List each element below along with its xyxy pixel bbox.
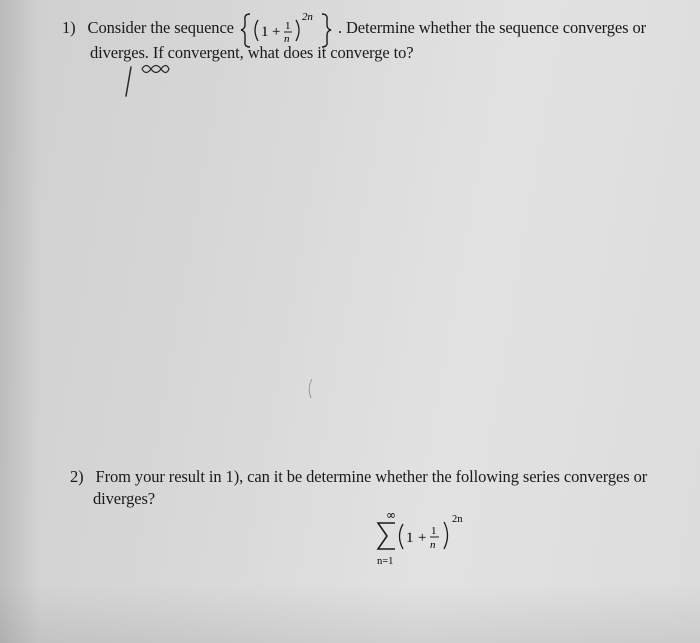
series-base-one: 1 [406,530,414,546]
series-lower-limit: n=1 [377,556,394,567]
series-fraction-denominator: n [430,539,436,551]
sequence-left-paren [255,20,258,41]
sigma-symbol [378,523,395,549]
series-exponent: 2n [452,514,463,525]
question-2-text: From your result in 1), can it be determine whether the following series converges or [95,467,648,486]
sequence-exponent: 2n [301,11,313,23]
stray-pencil-mark [304,377,316,401]
page-shadow-left [0,0,40,643]
series-formula [368,508,498,568]
sequence-right-paren [296,20,299,41]
series-right-paren [444,522,448,549]
sequence-fraction-denominator: n [283,33,290,45]
sequence-base-one: 1 [260,24,269,40]
series-plus-sign: + [418,530,427,546]
series-left-paren [400,524,404,549]
page-shadow-bottom [0,583,700,643]
series-upper-limit: ∞ [386,508,396,522]
question-1-line-2: diverges. If convergent, what does it converge to? [90,43,414,62]
question-1-text-before: Consider the sequence [87,17,234,37]
question-1-text-after: . Determine whether the sequence converges or [337,17,647,37]
series-fraction-numerator: 1 [431,525,437,537]
question-2-number: 2) [70,467,84,486]
question-1-number: 1) [62,17,76,37]
handwritten-answer-one-to-infinity [122,62,182,102]
sequence-fraction-numerator: 1 [284,20,291,32]
sequence-plus-sign: + [271,24,281,40]
question-2-line-1 [70,467,647,487]
question-2-line-2: diverges? [93,489,156,508]
